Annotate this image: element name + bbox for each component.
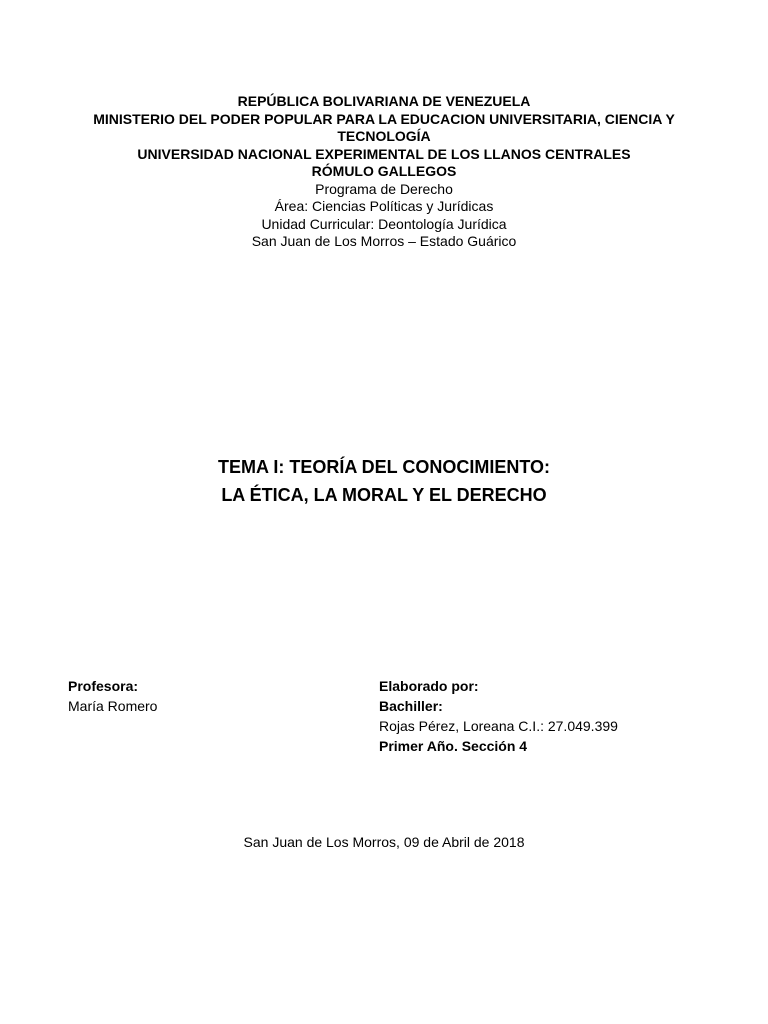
ministry-name-line1: MINISTERIO DEL PODER POPULAR PARA LA EDUCACION UNIVERSITARIA, CIENCIA Y — [93, 110, 675, 127]
university-name-line2: RÓMULO GALLEGOS — [311, 163, 457, 179]
author-role: Bachiller: — [379, 698, 443, 714]
area-name: Área: Ciencias Políticas y Jurídicas — [274, 198, 494, 214]
university-name-line1: UNIVERSIDAD NACIONAL EXPERIMENTAL DE LOS LLANOS CENTRALES — [137, 145, 631, 162]
title-line2: LA ÉTICA, LA MORAL Y EL DERECHO — [221, 485, 547, 505]
document-title — [60, 453, 708, 509]
ministry-name-line2: TECNOLOGÍA — [337, 128, 431, 144]
title-line1: TEMA I: TEORÍA DEL CONOCIMIENTO: — [218, 457, 550, 477]
institution-header — [56, 93, 712, 251]
place-date: San Juan de Los Morros, 09 de Abril de 2018 — [243, 834, 525, 850]
professor-label: Profesora: — [68, 678, 139, 694]
author-name: Rojas Pérez, Loreana C.I.: 27.049.399 — [379, 718, 618, 734]
author-label: Elaborado por: — [379, 678, 479, 694]
curricular-unit: Unidad Curricular: Deontología Jurídica — [261, 215, 507, 232]
country-name: REPÚBLICA BOLIVARIANA DE VENEZUELA — [237, 93, 531, 109]
author-section: Primer Año. Sección 4 — [379, 738, 528, 754]
professor-name: María Romero — [68, 698, 158, 714]
location: San Juan de Los Morros – Estado Guárico — [251, 233, 517, 249]
professor-block — [68, 676, 328, 716]
author-block — [379, 676, 719, 756]
program-name: Programa de Derecho — [315, 180, 453, 197]
